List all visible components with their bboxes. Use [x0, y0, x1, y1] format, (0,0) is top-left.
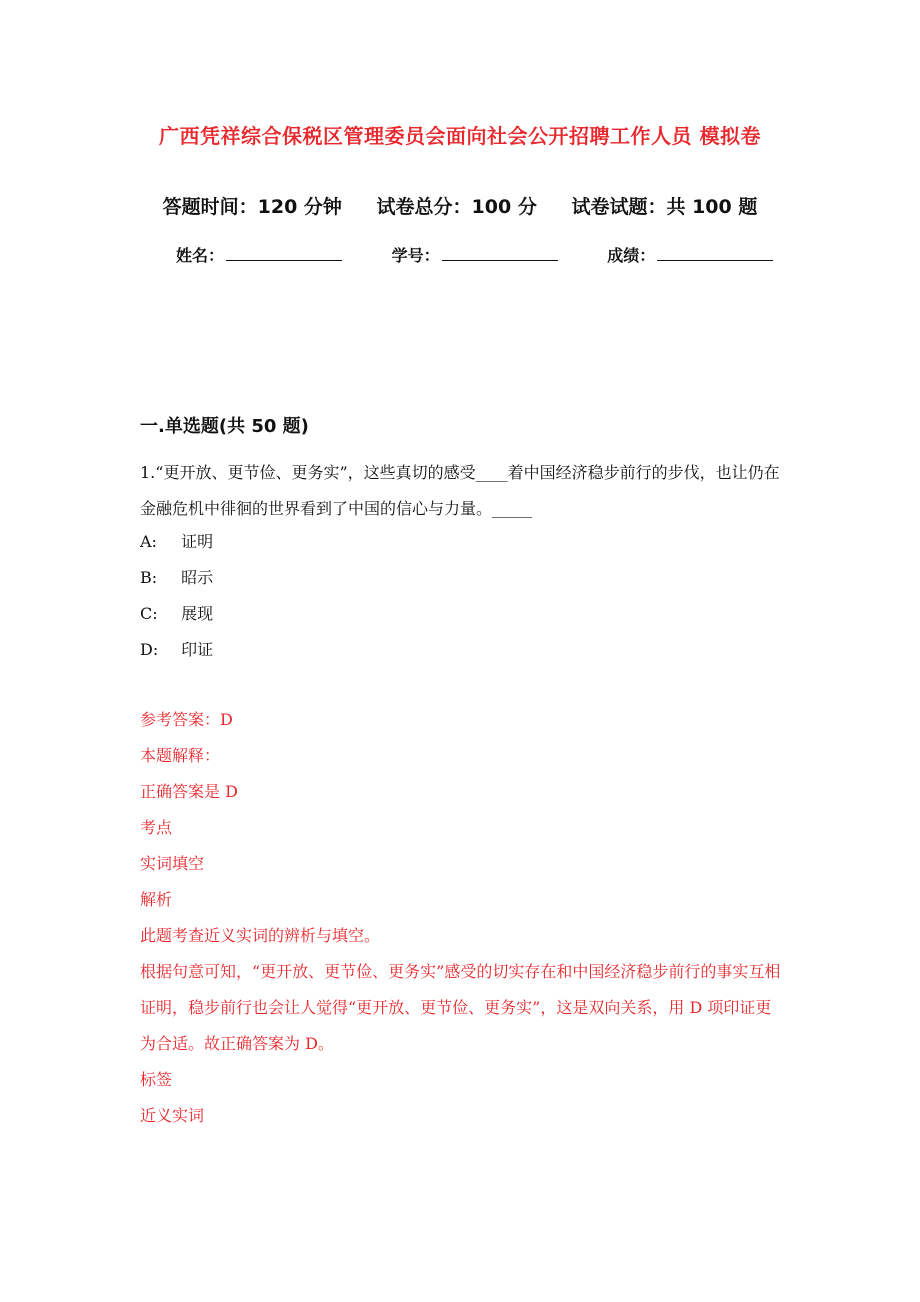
question-options [140, 524, 213, 668]
name-field [176, 243, 342, 266]
option-key: D: [140, 640, 159, 659]
question-text: 1.“更开放、更节俭、更务实”，这些真切的感受____着中国经济稳步前行的步伐，也让仍在金融危机中徘徊的世界看到了中国的信心与力量。_____ [140, 463, 780, 518]
exam-question-count: 试卷试题：共 100 题 [571, 196, 758, 218]
name-blank[interactable] [226, 244, 342, 261]
option-text: 展现 [181, 604, 214, 623]
exam-meta [0, 192, 920, 219]
section-title: 一.单选题(共 50 题) [140, 416, 309, 437]
analysis-line-2: 根据句意可知，“更开放、更节俭、更务实”感受的切实存在和中国经济稳步前行的事实互相证明，稳步前行也会让人觉得“更开放、更节俭、更务实”，这是双向关系，用 D 项印证更为合适。故正确答案为 D。 [140, 962, 781, 1053]
option-text: 印证 [181, 640, 214, 659]
name-label: 姓名： [176, 246, 225, 265]
explanation-label: 本题解释： [140, 746, 221, 765]
score-label: 成绩： [607, 246, 656, 265]
reference-answer: 参考答案：D [140, 710, 233, 729]
option-text: 昭示 [181, 568, 214, 587]
exam-time: 答题时间：120 分钟 [162, 196, 342, 218]
score-field [607, 243, 773, 266]
student-fields [176, 243, 796, 266]
score-blank[interactable] [657, 244, 773, 261]
exam-total-score: 试卷总分：100 分 [376, 196, 537, 218]
analysis-label: 解析 [140, 890, 173, 909]
option-key: B: [140, 568, 158, 587]
option-b [140, 560, 213, 596]
option-key: A: [140, 532, 157, 551]
page-title: 广西凭祥综合保税区管理委员会面向社会公开招聘工作人员 模拟卷 [159, 124, 761, 148]
tag-label: 标签 [140, 1070, 173, 1089]
analysis-line-1: 此题考查近义实词的辨析与填空。 [140, 926, 381, 945]
option-text: 证明 [181, 532, 214, 551]
option-c [140, 596, 213, 632]
option-d [140, 632, 213, 668]
point-value: 实词填空 [140, 854, 205, 873]
id-blank[interactable] [442, 244, 558, 261]
correct-answer: 正确答案是 D [140, 782, 238, 801]
id-label: 学号： [391, 246, 440, 265]
id-field [392, 243, 558, 266]
option-a [140, 524, 213, 560]
option-key: C: [140, 604, 158, 623]
answer-section [140, 702, 785, 1134]
point-label: 考点 [140, 818, 173, 837]
tag-value: 近义实词 [140, 1106, 205, 1125]
